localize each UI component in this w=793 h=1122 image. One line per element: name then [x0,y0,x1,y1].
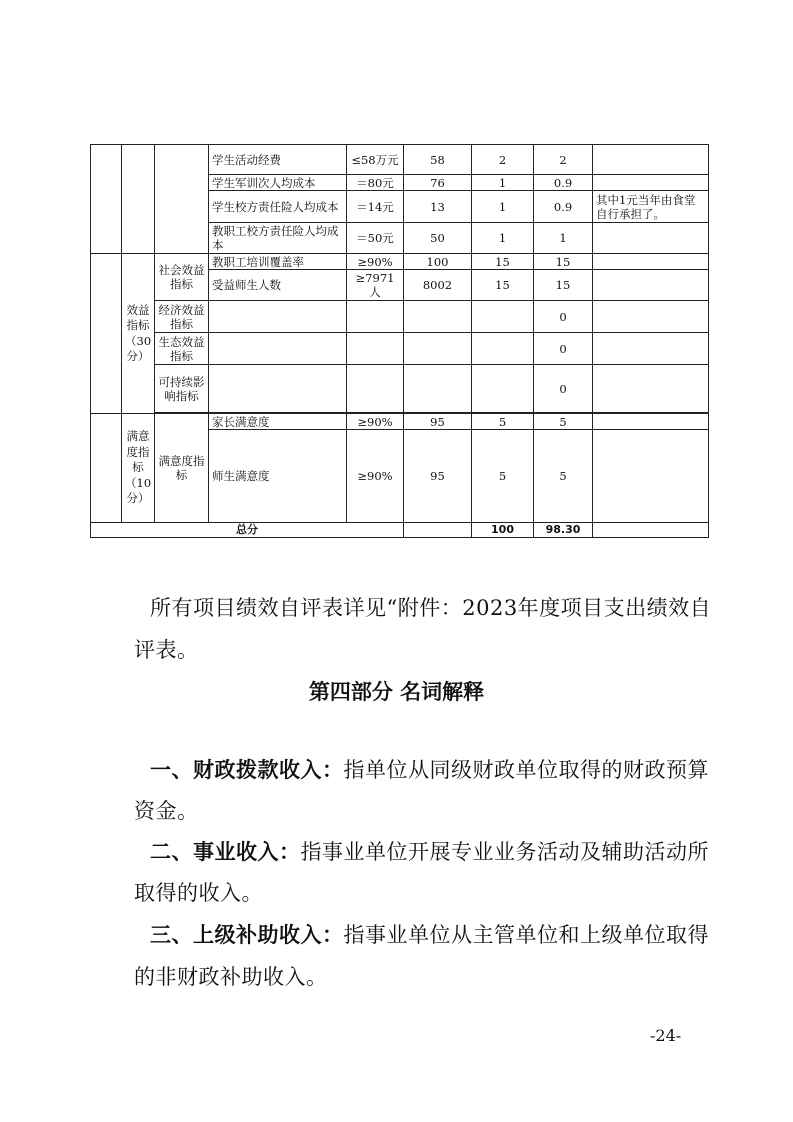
indicator-cell: 师生满意度 [209,430,347,523]
weight-cell [472,301,534,333]
actual-cell [404,365,472,413]
definition-3-cont: 的非财政补助收入。 [134,965,328,989]
total-row [91,523,709,538]
score-cell: 5 [534,414,593,430]
actual-cell: 13 [404,191,472,223]
actual-cell: 95 [404,414,472,430]
score-cell: 0 [534,301,593,333]
table-row [91,414,709,430]
note-cell [593,270,709,301]
social-sub-label: 社会效益指标 [155,254,209,301]
weight-cell: 15 [472,254,534,270]
total-weight: 100 [472,523,534,538]
table-row [91,333,709,365]
group-cell-blank [91,414,122,523]
satisfaction-group-label: 满意度指标（10分） [122,414,155,523]
indicator-cell [209,365,347,413]
actual-cell [404,523,472,538]
group-cell-blank [122,145,155,254]
indicator-cell [209,301,347,333]
indicator-cell: 家长满意度 [209,414,347,430]
benefit-group-label: 效益指标（30分） [122,254,155,414]
economic-sub-label: 经济效益指标 [155,301,209,333]
group-cell-blank [91,145,122,254]
weight-cell [472,365,534,413]
section-heading: 第四部分 名词解释 [308,680,485,704]
table-row [91,301,709,333]
weight-cell: 1 [472,175,534,191]
note-cell [593,365,709,413]
sub-cell-blank [155,145,209,254]
table-row [91,145,709,175]
target-cell: ＝80元 [347,175,404,191]
note-cell [593,254,709,270]
target-cell: ≤58万元 [347,145,404,175]
definition-1 [150,760,710,781]
definition-1-cont: 资金。 [134,799,199,823]
definition-text: 指事业单位开展专业业务活动及辅助活动所 [300,840,709,864]
note-cell [593,145,709,175]
weight-cell: 5 [472,414,534,430]
actual-cell: 95 [404,430,472,523]
sustain-sub-label: 可持续影响指标 [155,365,209,413]
weight-cell: 2 [472,145,534,175]
definition-text: 指事业单位从主管单位和上级单位取得 [343,923,709,947]
performance-table [90,144,709,538]
term-label: 三、上级补助收入： [150,923,344,947]
actual-cell: 100 [404,254,472,270]
actual-cell: 76 [404,175,472,191]
note-cell [593,333,709,365]
paragraph-line: 评表。 [134,638,199,662]
paragraph-line: 所有项目绩效自评表详见“附件：2023年度项目支出绩效自 [150,596,712,620]
satisfaction-sub-label: 满意度指标 [155,414,209,523]
note-cell [593,430,709,523]
score-cell: 2 [534,145,593,175]
target-cell [347,333,404,365]
indicator-cell: 教职工培训覆盖率 [209,254,347,270]
indicator-cell: 学生活动经费 [209,145,347,175]
total-score: 98.30 [534,523,593,538]
score-cell: 0.9 [534,175,593,191]
target-cell: ≥90% [347,430,404,523]
note-cell [593,175,709,191]
score-cell: 0 [534,365,593,413]
indicator-cell: 教职工校方责任险人均成本 [209,223,347,254]
score-cell: 1 [534,223,593,254]
score-cell: 15 [534,254,593,270]
score-cell: 5 [534,430,593,523]
score-cell: 0 [534,333,593,365]
definition-3 [150,925,710,946]
note-cell [593,414,709,430]
note-cell [593,301,709,333]
term-label: 一、财政拨款收入： [150,758,344,782]
actual-cell: 8002 [404,270,472,301]
weight-cell [472,333,534,365]
target-cell: ≥90% [347,414,404,430]
note-cell [593,523,709,538]
total-label: 总分 [91,523,404,538]
indicator-cell: 受益师生人数 [209,270,347,301]
weight-cell: 1 [472,223,534,254]
actual-cell [404,333,472,365]
actual-cell: 50 [404,223,472,254]
weight-cell: 5 [472,430,534,523]
target-cell: ≥7971人 [347,270,404,301]
eco-sub-label: 生态效益指标 [155,333,209,365]
score-cell: 15 [534,270,593,301]
target-cell [347,365,404,413]
definition-2 [150,842,710,863]
target-cell: ＝14元 [347,191,404,223]
definition-2-cont: 取得的收入。 [134,881,263,905]
target-cell: ≥90% [347,254,404,270]
target-cell: ＝50元 [347,223,404,254]
group-cell-blank [91,254,122,414]
table-row [91,365,709,413]
note-cell [593,223,709,254]
indicator-cell [209,333,347,365]
page-number: -24- [650,1026,682,1045]
actual-cell: 58 [404,145,472,175]
target-cell [347,301,404,333]
score-cell: 0.9 [534,191,593,223]
weight-cell: 1 [472,191,534,223]
note-cell: 其中1元当年由食堂自行承担了。 [593,191,709,223]
indicator-cell: 学生校方责任险人均成本 [209,191,347,223]
table-row [91,254,709,270]
actual-cell [404,301,472,333]
indicator-cell: 学生军训次人均成本 [209,175,347,191]
weight-cell: 15 [472,270,534,301]
term-label: 二、事业收入： [150,840,301,864]
definition-text: 指单位从同级财政单位取得的财政预算 [343,758,709,782]
